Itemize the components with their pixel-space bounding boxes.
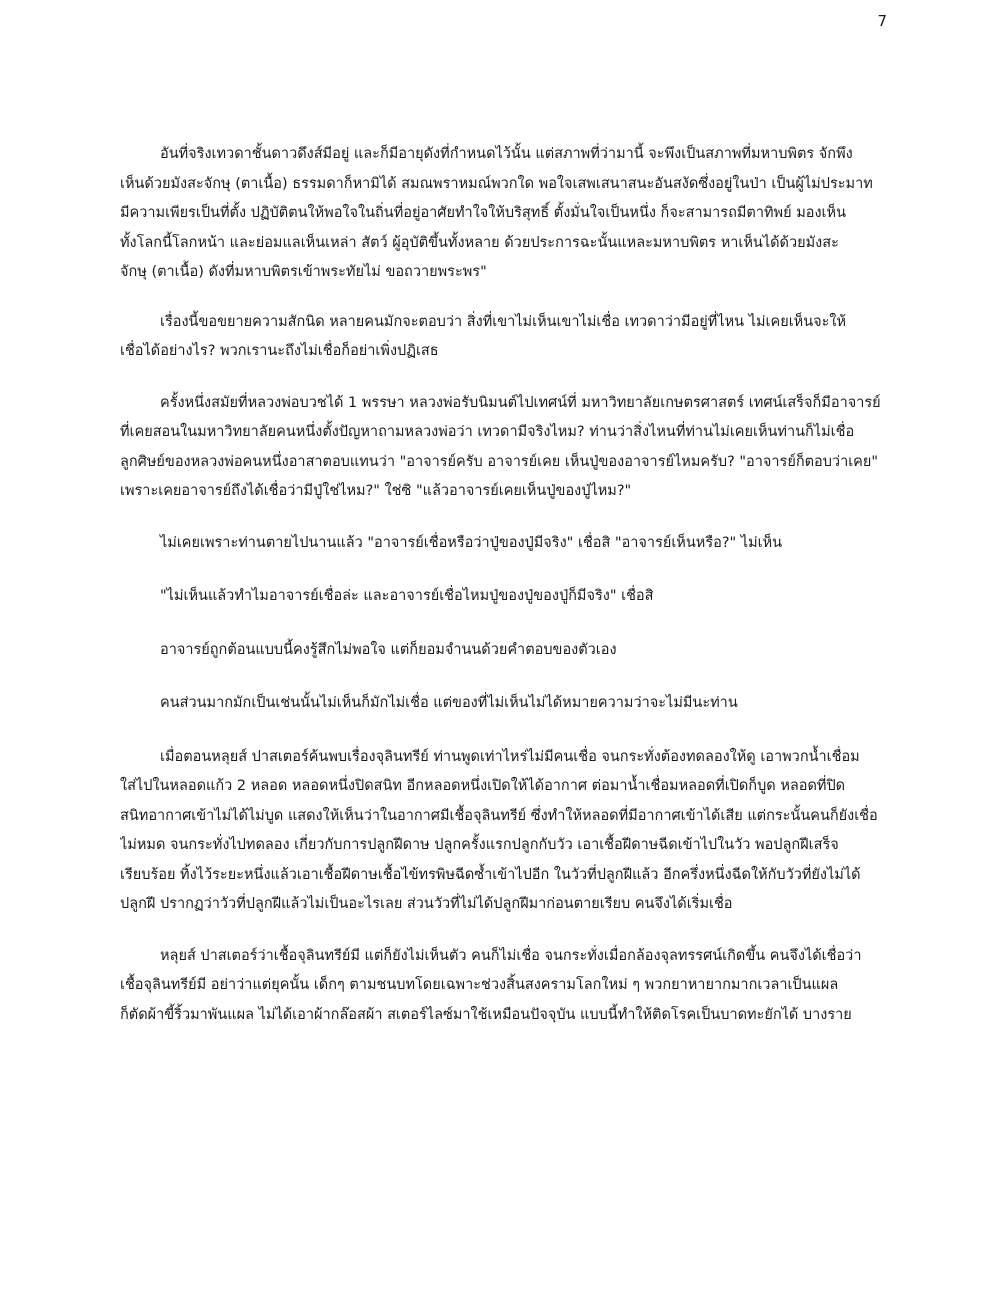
paragraph-line: ครั้งหนึ่งสมัยที่หลวงพ่อบวชได้ 1 พรรษา หลวงพ่อรับนิมนต์ไปเทศน์ที่ มหาวิทยาลัยเกษตรศาสตร์ เทศน์เสร็จก็มีอาจารย์: [160, 394, 881, 411]
paragraph-line: อาจารย์ถูกต้อนแบบนี้คงรู้สึกไม่พอใจ แต่ก็ยอมจำนนด้วยคำตอบของตัวเอง: [160, 641, 617, 658]
paragraph-line: ที่เคยสอนในมหาวิทยาลัยคนหนึ่งตั้งปัญหาถามหลวงพ่อว่า เทวดามีจริงไหม? ท่านว่าสิ่งไหนที่ท่านไม่เคยเห็นท่านก็ไม่เชื่อ: [120, 424, 855, 440]
paragraph-7: [120, 689, 888, 719]
paragraph-line: ลูกศิษย์ของหลวงพ่อคนหนึ่งอาสาตอบแทนว่า "อาจารย์ครับ อาจารย์เคย เห็นปู่ของอาจารย์ไหมครับ? "อาจารย์ก็ตอบว่าเคย": [120, 453, 879, 470]
paragraph-line: สนิทอากาศเข้าไม่ได้ไม่บูด แสดงให้เห็นว่าในอากาศมีเชื้อจุลินทรีย์ ซึ่งทำให้หลอดที่มีอากาศเข้าได้เสีย แต่กระนั้นคนก็ยังเชื่อ: [120, 807, 878, 824]
page-number: 7: [877, 12, 887, 30]
paragraph-6: [120, 636, 888, 666]
paragraph-line: อันที่จริงเทวดาชั้นดาวดึงส์มีอยู่ และก็มีอายุดังที่กำหนดไว้นั้น แต่สภาพที่ว่ามานี้ จะพึงเป็นสภาพที่มหาบพิตร จักพึง: [160, 146, 853, 162]
paragraph-line: "ไม่เห็นแล้วทำไมอาจารย์เชื่อล่ะ และอาจารย์เชื่อไหมปู่ของปู่ของปู่ก็มีจริง" เชื่อสิ: [160, 588, 654, 604]
paragraph-line: ไม่หมด จนกระทั่งไปทดลอง เกี่ยวกับการปลูกฝีดาษ ปลูกครั้งแรกปลูกกับวัว เอาเชื้อฝีดาษฉีดเข้าไปในวัว พอปลูกฝีเสร็จ: [120, 837, 839, 853]
paragraph-2: [120, 308, 888, 367]
paragraph-line: คนส่วนมากมักเป็นเช่นนั้นไม่เห็นก็มักไม่เชื่อ แต่ของที่ไม่เห็นไม่ได้หมายความว่าจะไม่มีนะท่าน: [160, 695, 738, 711]
paragraph-3: [120, 389, 888, 507]
paragraph-line: เมื่อตอนหลุยส์ ปาสเตอร์ค้นพบเรื่องจุลินทรีย์ ท่านพูดเท่าไหร่ไม่มีคนเชื่อ จนกระทั่งต้องทดลองให้ดู เอาพวกน้ำเชื่อม: [160, 748, 860, 765]
paragraph-line: ทั้งโลกนี้โลกหน้า และย่อมแลเห็นเหล่า สัตว์ ผู้อุบัติขึ้นทั้งหลาย ด้วยประการฉะนั้นแหละมหาบพิตร หาเห็นได้ด้วยมังสะ: [120, 234, 839, 251]
paragraph-1: [120, 140, 888, 288]
paragraph-8: [120, 743, 888, 920]
paragraph-line: มีความเพียรเป็นที่ตั้ง ปฏิบัติตนให้พอใจในถิ่นที่อยู่อาศัยทำใจให้บริสุทธิ์ ตั้งมั่นใจเป็นหนึ่ง ก็จะสามารถมีตาทิพย์ มองเห็น: [120, 205, 846, 221]
document-body: [120, 140, 888, 1030]
paragraph-line: จักษุ (ตาเนื้อ) ดังที่มหาบพิตรเข้าพระทัยไม่ ขอถวายพระพร": [120, 264, 487, 280]
paragraph-line: ปลูกฝี ปรากฏว่าวัวที่ปลูกฝีแล้วไม่เป็นอะไรเลย ส่วนวัวที่ไม่ได้ปลูกฝีมาก่อนตายเรียบ คนจึงได้เริ่มเชื่อ: [120, 896, 733, 912]
paragraph-9: [120, 942, 888, 1031]
paragraph-line: เรียบร้อย ทิ้งไว้ระยะหนึ่งแล้วเอาเชื้อฝีดาษเชื้อไข้ทรพิษฉีดซ้ำเข้าไปอีก ในวัวที่ปลูกฝีแล้ว อีกครึ่งหนึ่งฉีดให้กับวัวที่ยังไม่ได้: [120, 866, 861, 883]
paragraph-line: ใส่ไปในหลอดแก้ว 2 หลอด หลอดหนึ่งปิดสนิท อีกหลอดหนึ่งเปิดให้ได้อากาศ ต่อมาน้ำเชื่อมหลอดที่เปิดก็บูด หลอดที่ปิด: [120, 778, 846, 794]
paragraph-line: เชื่อได้อย่างไร? พวกเรานะถึงไม่เชื่อก็อย่าเพิ่งปฏิเสธ: [120, 343, 439, 359]
paragraph-line: เพราะเคยอาจารย์ถึงได้เชื่อว่ามีปู่ใช่ไหม?" ใช่ซิ "แล้วอาจารย์เคยเห็นปู่ของปู่ไหม?": [120, 483, 632, 499]
paragraph-line: ก็ตัดผ้าขี้ริ้วมาพันแผล ไม่ได้เอาผ้ากล๊อสผ้า สเตอร์ไลซ์มาใช้เหมือนปัจจุบัน แบบนี้ทำให้ติดโรคเป็นบาดทะยักได้ บางราย: [120, 1006, 852, 1023]
paragraph-5: [120, 582, 888, 612]
paragraph-line: หลุยส์ ปาสเตอร์ว่าเชื้อจุลินทรีย์มี แต่ก็ยังไม่เห็นตัว คนก็ไม่เชื่อ จนกระทั่งเมื่อกล้องจุลทรรศน์เกิดขึ้น คนจึงได้เชื่อว่า: [160, 947, 862, 964]
paragraph-line: ไม่เคยเพราะท่านตายไปนานแล้ว "อาจารย์เชื่อหรือว่าปู่ของปู่มีจริง" เชื่อสิ "อาจารย์เห็นหรือ?" ไม่เห็น: [160, 534, 783, 551]
paragraph-line: เห็นด้วยมังสะจักษุ (ตาเนื้อ) ธรรมดาก็หามิได้ สมณพราหมณ์พวกใด พอใจเสพเสนาสนะอันสงัดซึ่งอยู่ในป่า เป็นผู้ไม่ประมาท: [120, 175, 873, 192]
paragraph-line: เชื้อจุลินทรีย์มี อย่าว่าแต่ยุคนั้น เด็กๆ ตามชนบทโดยเฉพาะช่วงสิ้นสงครามโลกใหม่ ๆ พวกยาหายากมากเวลาเป็นแผล: [120, 977, 839, 993]
paragraph-line: เรื่องนี้ขอขยายความสักนิด หลายคนมักจะตอบว่า สิ่งที่เขาไม่เห็นเขาไม่เชื่อ เทวดาว่ามีอยู่ที่ไหน ไม่เคยเห็นจะให้: [160, 313, 847, 330]
paragraph-4: [120, 529, 888, 559]
